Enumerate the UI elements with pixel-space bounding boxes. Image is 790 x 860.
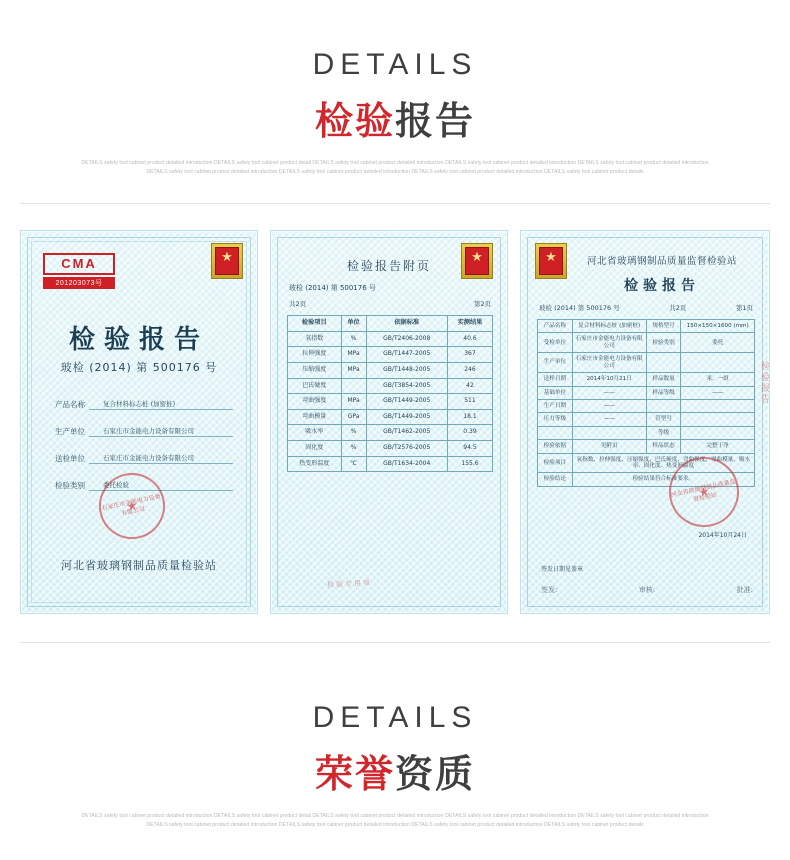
cell-label: 送样日期 xyxy=(538,373,573,386)
table-row xyxy=(538,386,755,399)
cell-value: —— xyxy=(572,386,646,399)
report-number: 玻检 (2014) 第 500176 号 xyxy=(539,304,620,312)
table-row xyxy=(538,426,755,439)
section-title-cn xyxy=(0,743,790,798)
cell-value-2: 委托 xyxy=(681,333,755,353)
cell-value: 石家庄市金能电力设备有限公司 xyxy=(572,353,646,373)
cell-label: 检验结论 xyxy=(538,473,573,486)
certificate-appendix[interactable] xyxy=(270,230,508,614)
cell-label: 检验项目 xyxy=(538,453,573,473)
cell-value-2: —— xyxy=(681,386,755,399)
field-row xyxy=(55,426,233,437)
cell-value-2: 150×150×1600 (mm) xyxy=(681,320,755,333)
appendix-stamp: 检验专用章 xyxy=(326,578,373,590)
cell-standard: GB/T1448-2005 xyxy=(366,363,447,379)
cma-badge xyxy=(43,253,115,289)
cell-label-2: 管型号 xyxy=(646,413,681,426)
cell-standard: GB/T2576-2005 xyxy=(366,440,447,456)
cell-value-2 xyxy=(681,353,755,373)
cell-label: 检验依据 xyxy=(538,440,573,453)
issue-date: 2014年10月24日 xyxy=(698,532,747,539)
section-title-en: DETAILS xyxy=(312,701,478,734)
cma-label: CMA xyxy=(43,253,115,275)
cell-value: 见附页 xyxy=(572,440,646,453)
cell-value-2: 完整干净 xyxy=(681,440,755,453)
table-row xyxy=(288,440,493,456)
column-header: 依据标准 xyxy=(366,316,447,332)
field-value: 复合材料标志桩 (加密桩) xyxy=(89,399,233,410)
section-title-cn-red: 检验 xyxy=(314,99,395,143)
cell-value: 复合材料标志桩 (加密桩) xyxy=(572,320,646,333)
cell-item: 巴氏硬度 xyxy=(288,378,342,394)
table-row xyxy=(538,353,755,373)
cell-result: 18.1 xyxy=(447,409,492,425)
cell-unit xyxy=(341,378,366,394)
cell-item: 吸水率 xyxy=(288,425,342,441)
section-title-cn-red: 荣誉 xyxy=(314,752,395,796)
cell-label-2: 检验类别 xyxy=(646,333,681,353)
signature-row xyxy=(541,585,753,595)
cell-unit: MPa xyxy=(341,394,366,410)
cell-unit: MPa xyxy=(341,363,366,379)
field-label: 送检单位 xyxy=(55,454,85,463)
cell-item: 热变形温度 xyxy=(288,456,342,472)
cell-label-2 xyxy=(646,399,681,412)
test-results-table xyxy=(287,315,493,472)
column-header: 单位 xyxy=(341,316,366,332)
cell-item: 固化度 xyxy=(288,440,342,456)
cell-value: —— xyxy=(572,413,646,426)
cell-label-2: 等级 xyxy=(646,426,681,439)
cell-item: 弯曲模量 xyxy=(288,409,342,425)
field-row xyxy=(55,399,233,410)
table-row xyxy=(288,456,493,472)
section-title-cn-dark: 报告 xyxy=(395,99,476,143)
field-label: 产品名称 xyxy=(55,400,85,409)
field-label: 检验类别 xyxy=(55,481,85,490)
appendix-pagination xyxy=(289,299,491,308)
table-row xyxy=(538,413,755,426)
cell-value xyxy=(572,426,646,439)
red-seal-stamp: 河北省玻璃钢制品质量监督检验站 ★ xyxy=(662,450,745,533)
page-current: 第1页 xyxy=(735,304,753,312)
cell-label: 基础单位 xyxy=(538,386,573,399)
section-header-inspection-report xyxy=(0,0,790,177)
cell-standard: GB/T2406-2008 xyxy=(366,331,447,347)
certificate-gallery xyxy=(20,230,770,614)
table-row xyxy=(538,373,755,386)
cell-unit: % xyxy=(341,331,366,347)
cell-value-2 xyxy=(681,413,755,426)
table-row xyxy=(288,425,493,441)
cell-unit: % xyxy=(341,425,366,441)
table-row xyxy=(288,363,493,379)
cell-unit: % xyxy=(341,440,366,456)
side-watermark: 检验报告 xyxy=(759,361,769,405)
national-emblem-icon xyxy=(535,243,567,279)
cell-label: 生产日期 xyxy=(538,399,573,412)
cell-unit: GPa xyxy=(341,409,366,425)
cell-value-2 xyxy=(681,399,755,412)
certificate-cover[interactable] xyxy=(20,230,258,614)
field-row xyxy=(55,453,233,464)
cell-label: 受检单位 xyxy=(538,333,573,353)
cell-value: 2014年10月21日 xyxy=(572,373,646,386)
cell-unit: MPa xyxy=(341,347,366,363)
cell-item: 压缩强度 xyxy=(288,363,342,379)
field-value: 石家庄市金能电力设备有限公司 xyxy=(89,426,233,437)
appendix-report-number: 玻检 (2014) 第 500176 号 xyxy=(289,284,376,292)
cell-item: 拉伸强度 xyxy=(288,347,342,363)
cell-unit: ℃ xyxy=(341,456,366,472)
red-seal-stamp: 石家庄市金能电力设备有限公司 ★ xyxy=(93,467,171,545)
cell-label-2: 样品数量 xyxy=(646,373,681,386)
cell-label xyxy=(538,426,573,439)
cma-number: 201203073号 xyxy=(43,277,115,289)
table-row xyxy=(538,399,755,412)
cell-item: 氧指数 xyxy=(288,331,342,347)
table-row xyxy=(288,331,493,347)
certificate-issuer: 河北省玻璃钢制品质量检验站 xyxy=(61,559,217,572)
signature-approved-by: 批准: xyxy=(736,586,753,594)
cell-result: 42 xyxy=(447,378,492,394)
table-header-row xyxy=(288,316,493,332)
divider-top xyxy=(20,203,770,204)
cell-result: 0.39 xyxy=(447,425,492,441)
section-header-honor-qualification xyxy=(0,643,790,830)
certificate-title: 检验报告 xyxy=(68,325,209,355)
page-total: 共2页 xyxy=(669,304,687,312)
field-value: 石家庄市金能电力设备有限公司 xyxy=(89,453,233,464)
certificate-title: 检验报告 xyxy=(624,278,700,294)
cell-result: 511 xyxy=(447,394,492,410)
signature-reviewed-by: 审核: xyxy=(638,586,656,594)
section-blurb: DETAILS safety tool cabinet product detailed introduction DETAILS safety tool cabinet product detail DETAILS safety tool cabinet product detailed introduction DETAILS safety tool cabinet product detailed introduction DETAILS safety tool cabinet product detailed introduction DETAILS safety tool cabinet product detailed introduction DETAILS safety tool cabinet product detailed introduction DETAILS safety tool cabinet product detailed introduction DETAILS safety tool cabinet product details xyxy=(81,813,709,828)
cell-value: 石家庄市金能电力设备有限公司 xyxy=(572,333,646,353)
page-total: 共2页 xyxy=(289,300,307,308)
table-row xyxy=(538,333,755,353)
cell-value-2 xyxy=(681,426,755,439)
issuing-authority: 河北省玻璃钢制品质量监督检验站 xyxy=(586,256,737,267)
cell-label-2: 样品状态 xyxy=(646,440,681,453)
field-label: 生产单位 xyxy=(55,427,85,436)
signature-issued-by: 签发: xyxy=(541,586,558,594)
appendix-title: 检验报告附页 xyxy=(346,259,431,273)
cell-standard: GB/T1449-2005 xyxy=(366,409,447,425)
section-title-cn-dark: 资质 xyxy=(395,752,476,796)
certificate-main[interactable] xyxy=(520,230,770,614)
table-row xyxy=(288,347,493,363)
column-header: 检验项目 xyxy=(288,316,342,332)
cell-label: 产品名称 xyxy=(538,320,573,333)
cell-standard: GB/T1449-2005 xyxy=(366,394,447,410)
cell-label-2: 规格型号 xyxy=(646,320,681,333)
field-value: 委托检验 xyxy=(89,480,233,491)
cell-label: 压力等级 xyxy=(538,413,573,426)
cell-label-2 xyxy=(646,353,681,373)
section-blurb: DETAILS safety tool cabinet product detailed introduction DETAILS safety tool cabinet product detail DETAILS safety tool cabinet product detailed introduction DETAILS safety tool cabinet product detailed introduction DETAILS safety tool cabinet product detailed introduction DETAILS safety tool cabinet product detailed introduction DETAILS safety tool cabinet product detailed introduction DETAILS safety tool cabinet product detailed introduction DETAILS safety tool cabinet product details xyxy=(81,160,709,175)
cell-result: 40.6 xyxy=(447,331,492,347)
cell-label-2: 样品等级 xyxy=(646,386,681,399)
cell-result: 246 xyxy=(447,363,492,379)
table-row xyxy=(538,440,755,453)
cell-value-2: 米、一组 xyxy=(681,373,755,386)
section-title-en: DETAILS xyxy=(312,48,478,81)
cell-standard: GB/T3854-2005 xyxy=(366,378,447,394)
cell-label: 生产单位 xyxy=(538,353,573,373)
national-emblem-icon xyxy=(211,243,243,279)
cell-standard: GB/T1462-2005 xyxy=(366,425,447,441)
table-row xyxy=(288,378,493,394)
page-current: 第2页 xyxy=(473,300,491,308)
column-header: 实测结果 xyxy=(447,316,492,332)
certificate-meta xyxy=(539,303,753,312)
table-row xyxy=(538,320,755,333)
section-title-cn xyxy=(0,90,790,145)
cell-value: —— xyxy=(572,399,646,412)
cell-value: 氧指数、拉伸强度、压缩强度、巴氏硬度、弯曲强度、弯曲模量、吸水率、固化度、热变形温度 xyxy=(572,453,754,473)
footer-note: 签发日期见盖章 xyxy=(541,566,584,573)
cell-item: 弯曲强度 xyxy=(288,394,342,410)
cell-standard: GB/T1634-2004 xyxy=(366,456,447,472)
cell-result: 94.5 xyxy=(447,440,492,456)
cell-result: 155.6 xyxy=(447,456,492,472)
cell-result: 367 xyxy=(447,347,492,363)
table-row xyxy=(288,394,493,410)
cell-value: 检验结果符合标准要求。 xyxy=(572,473,754,486)
table-row xyxy=(288,409,493,425)
certificate-subtitle: 玻检 (2014) 第 500176 号 xyxy=(60,361,218,374)
cell-standard: GB/T1447-2005 xyxy=(366,347,447,363)
